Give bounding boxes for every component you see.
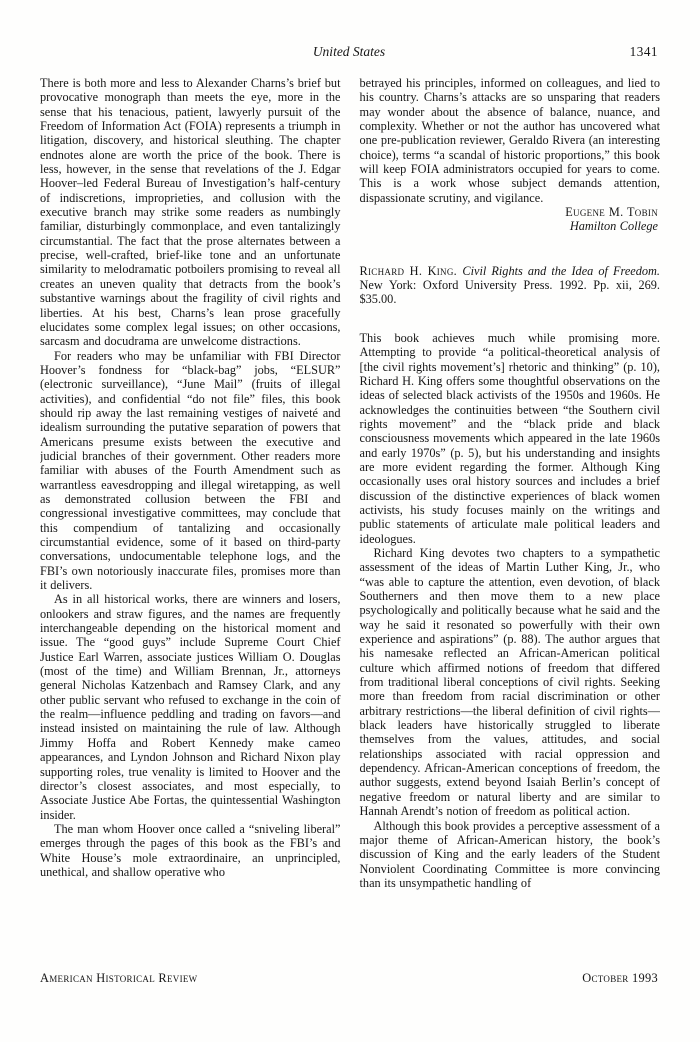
paragraph-king-review-2: Richard King devotes two chapters to a sympathetic assessment of the ideas of Martin Luther King, Jr., who “was able to capture the attention, even devotion, of black Southerners and then move them to a new place psychologically and politically because what he said and the way he said it resonated so powerfully with their own experience and aspirations” (p. 88). The author argues that his namesake reflected an African-American political culture which affirmed notions of freedom that differed from traditional liberal conceptions of civil rights. Seeking more than freedom from racial discrimination or other arbitrary restrictions—the liberal definition of civil rights—black leaders have historically struggled to liberate themselves from the values, attitudes, and social relationships associated with racial oppression and dependency. African-American conceptions of freedom, the author suggests, extend beyond Isaiah Berlin’s concept of negative freedom or natural liberty and are similar to Hannah Arendt’s notion of freedom as political action. — [359, 545, 660, 819]
page-number: 1341 — [629, 44, 658, 59]
text-columns — [40, 76, 660, 968]
left-column — [40, 76, 341, 968]
paragraph-charns-review-1: There is both more and less to Alexander Charns’s brief but provocative monograph than meets the eye, more in the sense that his tenacious, patient, lawyerly pursuit of the Freedom of Information Act (FOIA) represents a triumph in litigation, discovery, and historical sleuthing. The chapter endnotes alone are worth the price of the book. There is less, however, in the sense that revelations of the J. Edgar Hoover–led Federal Bureau of Investigation’s half-century of indiscretions, improprieties, and collusion with the executive branch may strike some readers as numbingly familiar, disturbingly commonplace, and even tantalizingly circumstantial. The fact that the prose alternates between a precise, well-crafted, brief-like tone and an unfortunate similarity to melodramatic potboilers promising to reveal all creates an uneven quality that detracts from the book’s substantive warnings about the fragility of civil rights and liberties. At his best, Charns’s lean prose gracefully elucidates some complex legal issues; on other occasions, sarcasm and docudrama are unwelcome distractions. — [40, 76, 341, 349]
issue-date: October 1993 — [582, 971, 658, 985]
paragraph-king-review-3: Although this book provides a perceptive assessment of a major theme of African-American history, the book’s discussion of King and the early leaders of the Student Nonviolent Coordinating Committee is more convincing than its unsympathetic handling of — [359, 818, 660, 890]
page-footer — [40, 971, 658, 986]
citation-author: Richard H. King. — [359, 263, 463, 278]
right-column — [360, 76, 661, 968]
citation-book-title: Civil Rights and the Idea of Freedom. — [462, 263, 660, 278]
reviewer-affiliation: Hamilton College — [569, 219, 658, 234]
section-title: United States — [312, 44, 386, 59]
paragraph-charns-review-continuation: betrayed his principles, informed on colleagues, and lied to his country. Charns’s attacks are so unsparing that readers may wonder about the absence of balance, nuance, and complexity. Whether or not the author has uncovered what one pre-publication reviewer, Geraldo Rivera (an interesting choice), terms “a scandal of historic proportions,” this book will keep FOIA administrators occupied for years to come. This is a work whose subject demands attention, dispassionate scrutiny, and vigilance. — [359, 76, 660, 205]
paragraph-charns-review-3: As in all historical works, there are winners and losers, onlookers and straw figures, and the names are frequently interchangeable depending on the historical moment and issue. The “good guys” include Supreme Court Chief Justice Earl Warren, associate justices William O. Douglas (most of the time) and William Brennan, Jr., attorneys general Nicholas Katzenbach and Ramsey Clark, and any other public servant who refused to exchange in the coin of the realm—influence peddling and trading on favors—and instead insisted on maintaining the rule of law. Although Jimmy Hoffa and Robert Kennedy make cameo appearances, and Lyndon Johnson and Richard Nixon play supporting roles, true venality is limited to Hoover and the director’s closest associates, and most especially, to Associate Justice Abe Fortas, the quintessential Washington insider. — [40, 592, 341, 822]
paragraph-charns-review-2: For readers who may be unfamiliar with FBI Director Hoover’s fondness for “black-bag” jobs, “ELSUR” (electronic surveillance), “June Mail” (fruits of illegal activities), and confidential “do not file” files, this book should rip away the last remaining vestiges of naiveté and idealism surrounding the putative separation of powers that Americans presume exists between the executive and judicial branches of their government. Other readers more familiar with abuses of the Fourth Amendment such as warrantless eavesdropping and illegal wiretapping, as well as demonstrated collusion between the FBI and congressional investigative committees, may conclude that this compendium of tantalizing and occasionally circumstantial evidence, some of it based on third-party conversations, undocumentable telephone logs, and the FBI’s own notoriously inaccurate files, promises more than it delivers. — [40, 348, 341, 593]
citation-publication-info: New York: Oxford University Press. 1992. Pp. xii, 269. $35.00. — [359, 278, 660, 307]
journal-name: American Historical Review — [40, 971, 198, 985]
paragraph-charns-review-4: The man whom Hoover once called a “sniveling liberal” emerges through the pages of this book as the FBI’s and White House’s mole extraordinaire, an unprincipled, unethical, and shallow operative who — [40, 821, 341, 879]
running-head — [40, 44, 658, 62]
reviewer-signature — [360, 205, 661, 234]
reviewer-name: Eugene M. Tobin — [565, 205, 658, 220]
paragraph-king-review-1: This book achieves much while promising more. Attempting to provide “a political-theoretical analysis of [the civil rights movement’s] rhetoric and thinking” (p. 10), Richard H. King offers some thoughtful observations on the ideas of selected black activists of the 1950s and 1960s. He acknowledges the continuities between “the Southern civil rights movement” and the “black pride and black consciousness movements which appeared in the late 1960s and early 1970s” (p. 5), but his understanding and insights are more evident regarding the former. Although King occasionally uses oral history sources and includes a brief discussion of the distinctive experiences of black women activists, his study focuses mainly on the writings and public statements of articulate male political leaders and ideologues. — [359, 330, 660, 546]
book-citation — [360, 264, 661, 307]
